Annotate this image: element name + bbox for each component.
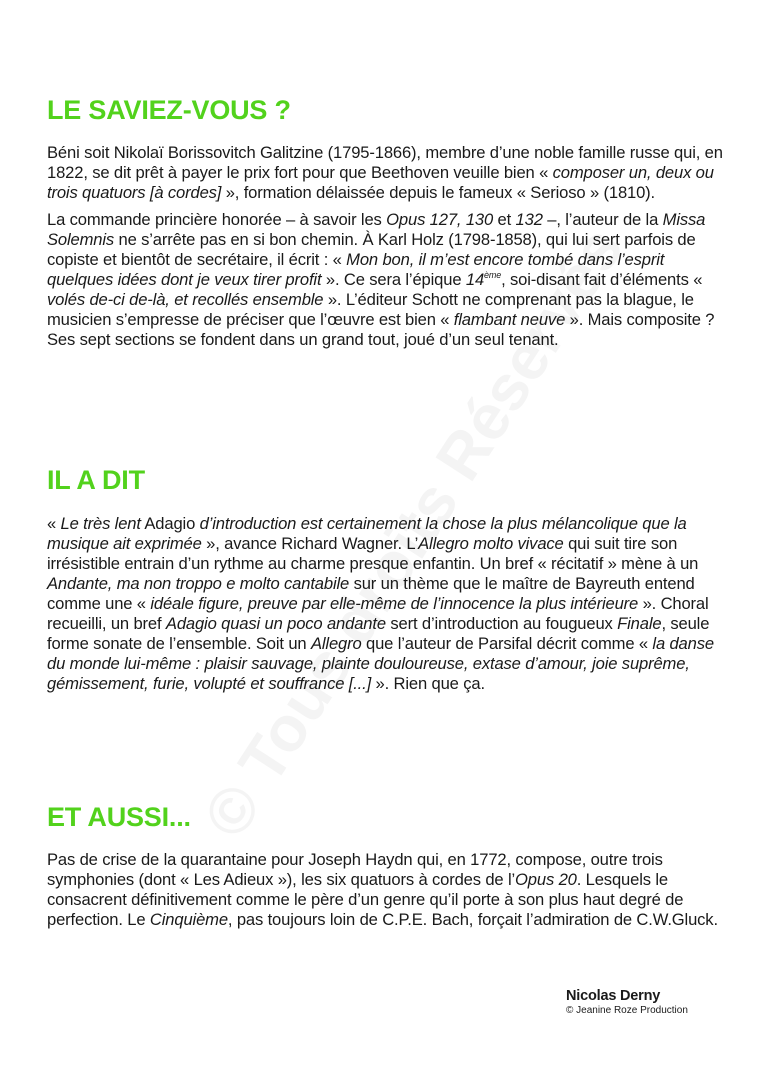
italic-run: flambant neuve — [453, 310, 566, 329]
text-run: et — [493, 210, 516, 229]
text-run: sert d’introduction au fougueux — [385, 614, 618, 633]
section-title: ET AUSSI... — [47, 802, 191, 832]
italic-run: 132 — [515, 210, 543, 229]
text-run: ». Choral recueilli, un bref — [47, 594, 709, 633]
superscript: ème — [484, 270, 502, 280]
text-run: », avance Richard Wagner. L’ — [201, 534, 419, 553]
paragraph — [47, 850, 727, 930]
section-et-aussi — [47, 802, 727, 930]
text-run: ne s’arrête pas en si bon chemin. À Karl Holz (1798-1858), qui lui sert parfois de copiste et bientôt de secrétaire, il écrit : « — [47, 230, 696, 269]
text-run: , seule forme sonate de l’ensemble. Soit un — [47, 614, 710, 653]
italic-run: d’introduction est certainement la chose la plus mélancolique que la musique ait exprimée — [47, 514, 687, 553]
text-run: Béni soit Nikolaï Borissovitch Galitzine (1795-1866), membre d’une noble famille russe qui, en 1822, se dit prêt à payer le prix fort pour que Beethoven veuille bien « — [47, 143, 723, 182]
paragraph — [47, 143, 727, 203]
italic-run: la danse du monde lui-même : plaisir sauvage, plainte douloureuse, extase d’amour, joie suprême, gémissement, furie, volupté et souffrance [...] — [47, 634, 714, 693]
signature — [566, 988, 688, 1017]
italic-run: Opus 127, 130 — [386, 210, 494, 229]
italic-run: Mon bon, il m’est encore tombé dans l’esprit quelques idées dont je veux tirer profit — [47, 250, 665, 289]
section-le-saviez-vous — [47, 95, 727, 350]
text-run: . Lesquels le consacrent définitivement comme le père d’un genre qu’il porte à son plus haut degré de perfection. Le — [47, 870, 684, 929]
text-run: Pas de crise de la quarantaine pour Joseph Haydn qui, en 1772, compose, outre trois symphonies (dont « Les Adieux »), les six quatuors à cordes de l’ — [47, 850, 663, 889]
text-run: , soi-disant fait d’éléments « — [501, 270, 703, 289]
section-title: IL A DIT — [47, 465, 145, 495]
text-run: que l’auteur de Parsifal décrit comme « — [361, 634, 653, 653]
italic-run: volés de-ci de-là, et recollés ensemble — [47, 290, 324, 309]
text-run: ». Ce sera l’épique — [321, 270, 466, 289]
text-run: , pas toujours loin de C.P.E. Bach, forçait l’admiration de C.W.Gluck. — [227, 910, 718, 929]
paragraph — [47, 210, 727, 350]
italic-run: Cinquième — [149, 910, 228, 929]
italic-run: Allegro — [310, 634, 362, 653]
section-il-a-dit — [47, 465, 727, 694]
text-run: ». L’éditeur Schott ne comprenant pas la blague, le musicien s’empresse de préciser que l’œuvre est bien « — [47, 290, 694, 329]
text-run: Adagio — [140, 514, 200, 533]
italic-run: Allegro molto vivace — [418, 534, 564, 553]
italic-run: idéale figure, preuve par elle-même de l’innocence la plus intérieure — [150, 594, 639, 613]
text-run: « — [47, 514, 61, 533]
text-run: », formation délaissée depuis le fameux « Serioso » (1810). — [221, 183, 656, 202]
italic-run: Le très lent — [60, 514, 141, 533]
text-run: ». Rien que ça. — [371, 674, 485, 693]
italic-run: composer un, deux ou trois quatuors [à cordes] — [47, 163, 714, 202]
italic-run: Missa Solemnis — [47, 210, 706, 249]
italic-run: Finale — [617, 614, 662, 633]
text-run: sur un thème que le maître de Bayreuth entend comme une « — [47, 574, 695, 613]
italic-run: Adagio quasi un poco andante — [165, 614, 386, 633]
italic-run: Opus 20 — [515, 870, 577, 889]
text-run: –, l’auteur de la — [542, 210, 663, 229]
text-run: La commande princière honorée – à savoir les — [47, 210, 387, 229]
paragraph — [47, 514, 727, 694]
italic-run: 14 — [465, 270, 485, 289]
author-name: Nicolas Derny — [566, 988, 661, 1004]
copyright-line: © Jeanine Roze Production — [566, 1005, 688, 1016]
italic-run: Andante, ma non troppo e molto cantabile — [47, 574, 350, 593]
section-title: LE SAVIEZ-VOUS ? — [47, 95, 291, 125]
text-run: ». Mais composite ? Ses sept sections se fondent dans un grand tout, joué d’un seul tenant. — [47, 310, 715, 349]
text-run: qui suit tire son irrésistible entrain d’un rythme au charme presque enfantin. Un bref « récitatif » mène à un — [47, 534, 699, 573]
